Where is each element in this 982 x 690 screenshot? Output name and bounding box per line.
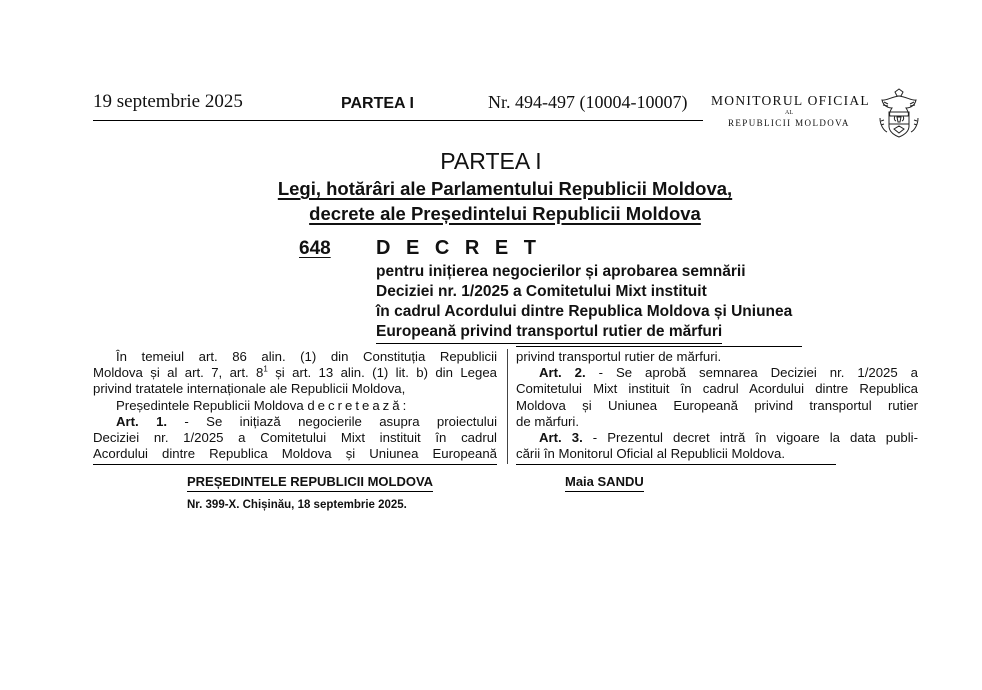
body-column-left (93, 349, 497, 462)
article-1-text: - Se inițiază negocierile asupra proiectului (167, 413, 497, 429)
masthead-subtitle: REPUBLICII MOLDOVA (728, 118, 850, 128)
decree-reference: Nr. 399-X. Chișinău, 18 septembrie 2025. (187, 499, 407, 511)
decree-subject-line: pentru inițierea negocierilor și aprobarea semnării (376, 263, 746, 280)
section-subtitle-line2: decrete ale Președintelui Republicii Moldova (309, 203, 701, 224)
preamble-text: Moldova și al art. 7, art. 8 (93, 365, 264, 381)
article-2-text: - Se aprobă semnarea Deciziei nr. 1/2025 a (585, 365, 919, 381)
article-3-line (516, 430, 918, 446)
header-part-label: PARTEA I (341, 95, 414, 112)
decree-number: 648 (299, 238, 331, 259)
decrees-text: Președintele Republicii Moldova (116, 397, 308, 413)
body-column-right (516, 349, 918, 462)
masthead-al: AL (785, 110, 793, 116)
decrees-line (93, 398, 497, 414)
article-1-line (93, 414, 497, 430)
article-2-line: Comitetului Mixt instituit în cadrul Acordului dintre Republica (516, 381, 918, 397)
section-subtitle-line1: Legi, hotărâri ale Parlamentului Republicii Moldova, (277, 178, 733, 199)
moldova-coat-of-arms-icon (878, 88, 920, 138)
signer-name: Maia SANDU (565, 474, 644, 492)
preamble-line: privind tratatele internaționale ale Republicii Moldova, (93, 381, 406, 397)
article-1-label: Art. 1. (116, 413, 168, 429)
article-3-label: Art. 3. (539, 430, 583, 446)
decree-subject-line: Deciziei nr. 1/2025 a Comitetului Mixt instituit (376, 283, 707, 300)
article-2-line: Moldova și Uniunea Europeană privind transportul rutier (516, 397, 918, 413)
decree-type: D E C R E T (376, 237, 542, 259)
article-1-line: privind transportul rutier de mărfuri. (516, 349, 722, 364)
decree-subject-line: Europeană privind transportul rutier de mărfuri (376, 322, 722, 344)
column-left-underline (93, 464, 497, 465)
article-1-line: Acordului dintre Republica Moldova și Uniunea Europeană (93, 446, 497, 462)
decrees-word: decretează: (307, 397, 410, 413)
superscript: 1 (263, 364, 268, 374)
article-2-line (516, 365, 918, 381)
decree-subject (376, 262, 896, 344)
column-divider (507, 349, 508, 464)
article-3-line: cării în Monitorul Oficial al Republicii Moldova. (516, 446, 785, 462)
article-3-text: - Prezentul decret intră în vigoare la data publi- (582, 430, 919, 446)
article-2-label: Art. 2. (539, 365, 586, 381)
heading-underline (516, 346, 802, 347)
masthead-title: MONITORUL OFICIAL (711, 93, 870, 108)
section-title: PARTEA I (440, 148, 542, 174)
preamble-text: și art. 13 alin. (1) lit. b) din Legea (267, 365, 498, 381)
article-1-line: Deciziei nr. 1/2025 a Comitetului Mixt instituit în cadrul (93, 430, 497, 446)
header-rule (93, 120, 703, 121)
preamble-line: În temeiul art. 86 alin. (1) din Constituția Republicii (116, 349, 497, 364)
publication-date: 19 septembrie 2025 (93, 91, 243, 112)
article-2-line: de mărfuri. (516, 413, 580, 429)
section-subtitle (0, 176, 982, 226)
preamble-line (93, 365, 497, 381)
decree-subject-line: în cadrul Acordului dintre Republica Moldova și Uniunea (376, 303, 793, 320)
signer-title: PREȘEDINTELE REPUBLICII MOLDOVA (187, 474, 433, 492)
issue-number: Nr. 494-497 (10004-10007) (488, 92, 688, 112)
column-right-underline (516, 464, 836, 465)
